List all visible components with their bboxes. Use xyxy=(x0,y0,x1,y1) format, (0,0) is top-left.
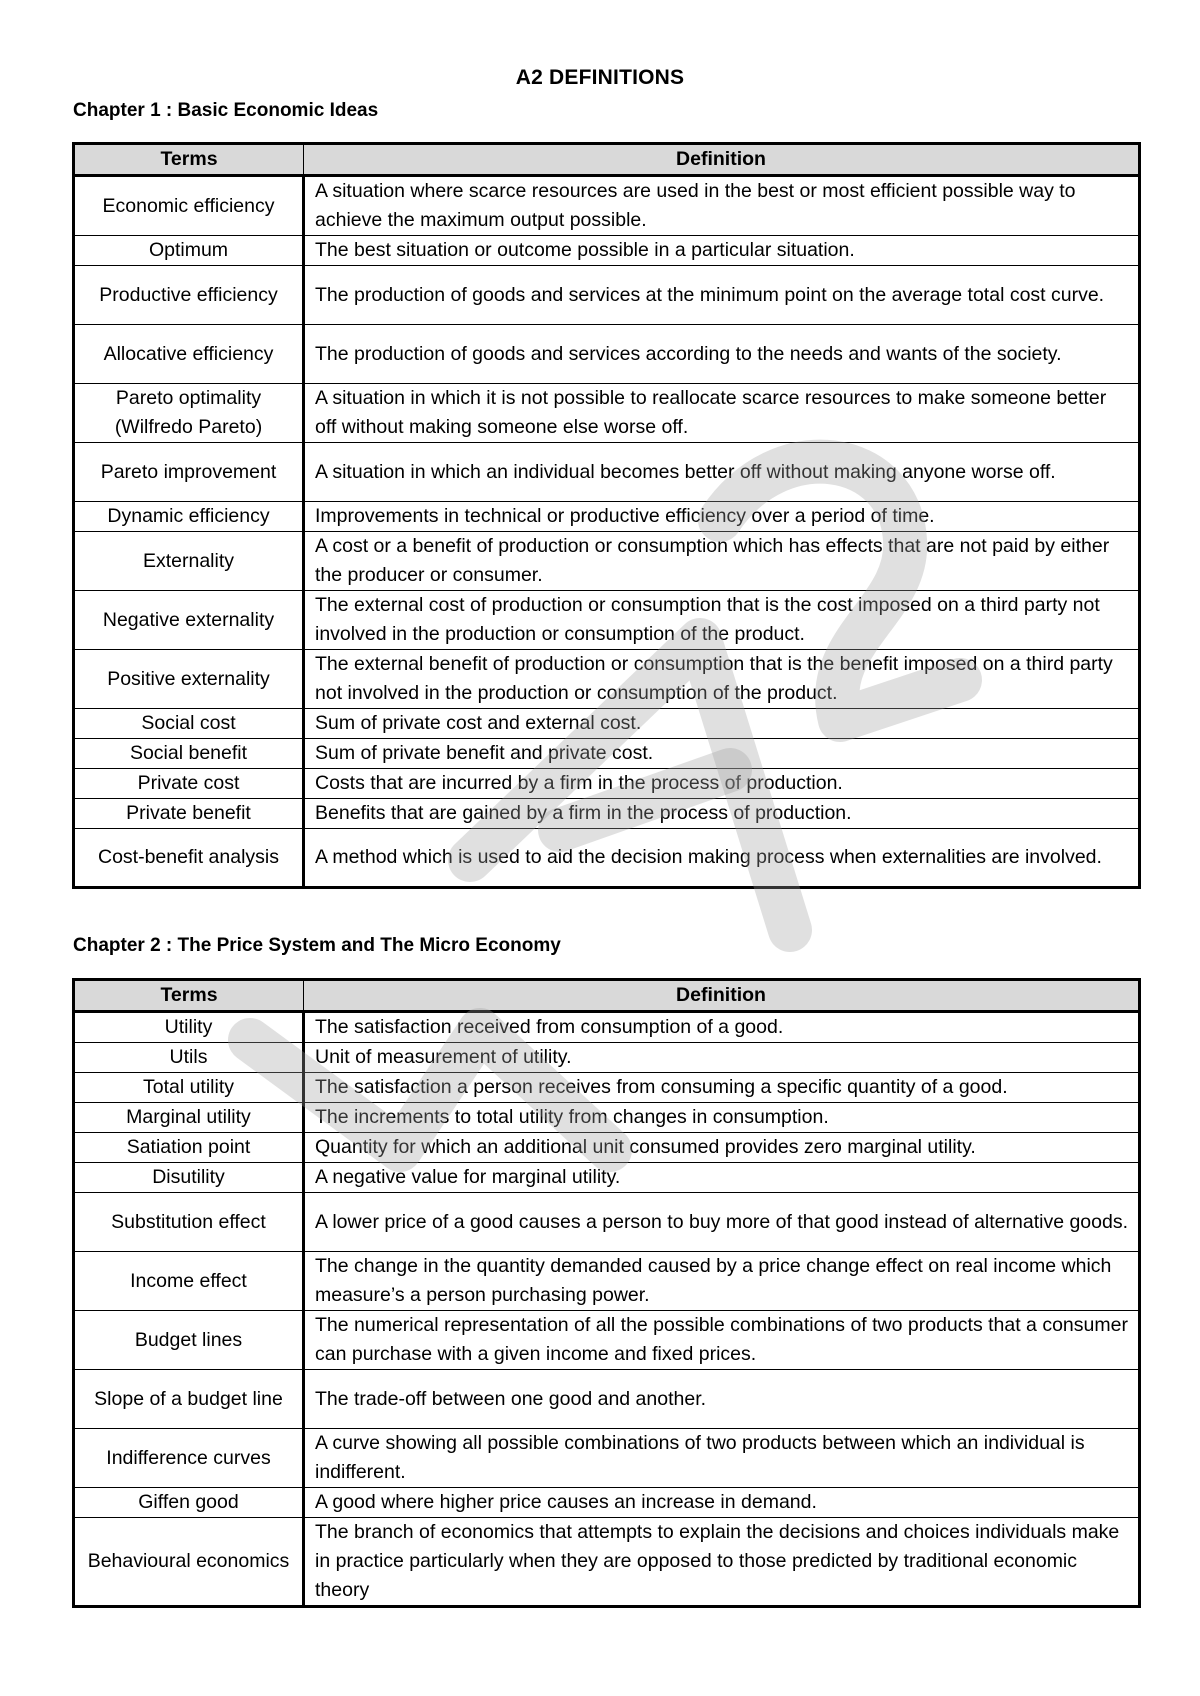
definition-cell: The satisfaction received from consumption of a good. xyxy=(304,1012,1140,1043)
term-cell: Behavioural economics xyxy=(74,1518,304,1607)
term-cell: Satiation point xyxy=(74,1133,304,1163)
term-cell: Cost-benefit analysis xyxy=(74,829,304,888)
table-row xyxy=(74,650,1140,709)
term-cell: Allocative efficiency xyxy=(74,325,304,384)
term-cell: Private benefit xyxy=(74,799,304,829)
definition-cell: The external cost of production or consumption that is the cost imposed on a third party not involved in the production or consumption of the product. xyxy=(304,591,1140,650)
chapter-2-definitions-table xyxy=(72,978,1141,1608)
table-row xyxy=(74,1103,1140,1133)
table-row xyxy=(74,1518,1140,1607)
definition-cell: A negative value for marginal utility. xyxy=(304,1163,1140,1193)
definition-cell: The change in the quantity demanded caused by a price change effect on real income which measure’s a person purchasing power. xyxy=(304,1252,1140,1311)
table-row xyxy=(74,1429,1140,1488)
term-cell: Disutility xyxy=(74,1163,304,1193)
table-row xyxy=(74,1043,1140,1073)
table-row xyxy=(74,591,1140,650)
table-row xyxy=(74,799,1140,829)
definition-cell: A method which is used to aid the decision making process when externalities are involved. xyxy=(304,829,1140,888)
chapter-1-heading: Chapter 1 : Basic Economic Ideas xyxy=(73,100,379,121)
definition-cell: Sum of private benefit and private cost. xyxy=(304,739,1140,769)
definition-cell: The numerical representation of all the possible combinations of two products that a consumer can purchase with a given income and fixed prices. xyxy=(304,1311,1140,1370)
table-row xyxy=(74,1193,1140,1252)
definition-cell: Costs that are incurred by a firm in the process of production. xyxy=(304,769,1140,799)
terms-column-header: Terms xyxy=(74,144,304,176)
definition-column-header: Definition xyxy=(304,144,1140,176)
table-row xyxy=(74,325,1140,384)
definition-cell: A curve showing all possible combinations of two products between which an individual is indifferent. xyxy=(304,1429,1140,1488)
term-cell: Utility xyxy=(74,1012,304,1043)
definition-cell: A situation in which an individual becomes better off without making anyone worse off. xyxy=(304,443,1140,502)
term-cell: Positive externality xyxy=(74,650,304,709)
definition-cell: The branch of economics that attempts to explain the decisions and choices individuals make in practice particularly when they are opposed to those predicted by traditional economic theory xyxy=(304,1518,1140,1607)
term-cell: Externality xyxy=(74,532,304,591)
definition-cell: A cost or a benefit of production or consumption which has effects that are not paid by either the producer or consumer. xyxy=(304,532,1140,591)
term-cell: Negative externality xyxy=(74,591,304,650)
definition-cell: A situation in which it is not possible to reallocate scarce resources to make someone better off without making someone else worse off. xyxy=(304,384,1140,443)
term-cell: Substitution effect xyxy=(74,1193,304,1252)
table-row xyxy=(74,443,1140,502)
table-row xyxy=(74,236,1140,266)
definition-cell: The increments to total utility from changes in consumption. xyxy=(304,1103,1140,1133)
definition-cell: A lower price of a good causes a person to buy more of that good instead of alternative goods. xyxy=(304,1193,1140,1252)
definition-cell: Improvements in technical or productive efficiency over a period of time. xyxy=(304,502,1140,532)
table-row xyxy=(74,1133,1140,1163)
definition-cell: The best situation or outcome possible in a particular situation. xyxy=(304,236,1140,266)
term-cell: Productive efficiency xyxy=(74,266,304,325)
term-cell: Pareto optimality (Wilfredo Pareto) xyxy=(74,384,304,443)
term-cell: Budget lines xyxy=(74,1311,304,1370)
table-row xyxy=(74,266,1140,325)
term-cell: Utils xyxy=(74,1043,304,1073)
definition-cell: Quantity for which an additional unit consumed provides zero marginal utility. xyxy=(304,1133,1140,1163)
term-cell: Optimum xyxy=(74,236,304,266)
term-cell: Dynamic efficiency xyxy=(74,502,304,532)
term-cell: Indifference curves xyxy=(74,1429,304,1488)
table-row xyxy=(74,1311,1140,1370)
definition-cell: The production of goods and services at the minimum point on the average total cost curve. xyxy=(304,266,1140,325)
table-row xyxy=(74,384,1140,443)
term-cell: Pareto improvement xyxy=(74,443,304,502)
table-row xyxy=(74,1252,1140,1311)
term-cell: Social benefit xyxy=(74,739,304,769)
definition-cell: The external benefit of production or consumption that is the benefit imposed on a third party not involved in the production or consumption of the product. xyxy=(304,650,1140,709)
chapter-2-heading: Chapter 2 : The Price System and The Micro Economy xyxy=(73,935,561,956)
table-row xyxy=(74,176,1140,236)
definition-cell: The satisfaction a person receives from consuming a specific quantity of a good. xyxy=(304,1073,1140,1103)
term-cell: Marginal utility xyxy=(74,1103,304,1133)
definition-cell: Benefits that are gained by a firm in the process of production. xyxy=(304,799,1140,829)
definition-column-header: Definition xyxy=(304,980,1140,1012)
definition-cell: Sum of private cost and external cost. xyxy=(304,709,1140,739)
definition-cell: Unit of measurement of utility. xyxy=(304,1043,1140,1073)
table-row xyxy=(74,739,1140,769)
table-row xyxy=(74,1012,1140,1043)
terms-column-header: Terms xyxy=(74,980,304,1012)
table-row xyxy=(74,1488,1140,1518)
page-title: A2 DEFINITIONS xyxy=(515,66,685,89)
definition-cell: A situation where scarce resources are used in the best or most efficient possible way to achieve the maximum output possible. xyxy=(304,176,1140,236)
term-cell: Giffen good xyxy=(74,1488,304,1518)
table-row xyxy=(74,1163,1140,1193)
table-row xyxy=(74,532,1140,591)
table-row xyxy=(74,502,1140,532)
definition-cell: The trade-off between one good and another. xyxy=(304,1370,1140,1429)
table-row xyxy=(74,1073,1140,1103)
table-header-row xyxy=(74,980,1140,1012)
term-cell: Social cost xyxy=(74,709,304,739)
term-cell: Slope of a budget line xyxy=(74,1370,304,1429)
table-row xyxy=(74,1370,1140,1429)
table-row xyxy=(74,769,1140,799)
definition-cell: A good where higher price causes an increase in demand. xyxy=(304,1488,1140,1518)
table-row xyxy=(74,709,1140,739)
chapter-1-rows xyxy=(74,176,1140,888)
term-cell: Private cost xyxy=(74,769,304,799)
table-row xyxy=(74,829,1140,888)
term-cell: Total utility xyxy=(74,1073,304,1103)
definition-cell: The production of goods and services according to the needs and wants of the society. xyxy=(304,325,1140,384)
term-cell: Income effect xyxy=(74,1252,304,1311)
term-cell: Economic efficiency xyxy=(74,176,304,236)
table-header-row xyxy=(74,144,1140,176)
chapter-1-definitions-table xyxy=(72,142,1141,889)
chapter-2-rows xyxy=(74,1012,1140,1607)
